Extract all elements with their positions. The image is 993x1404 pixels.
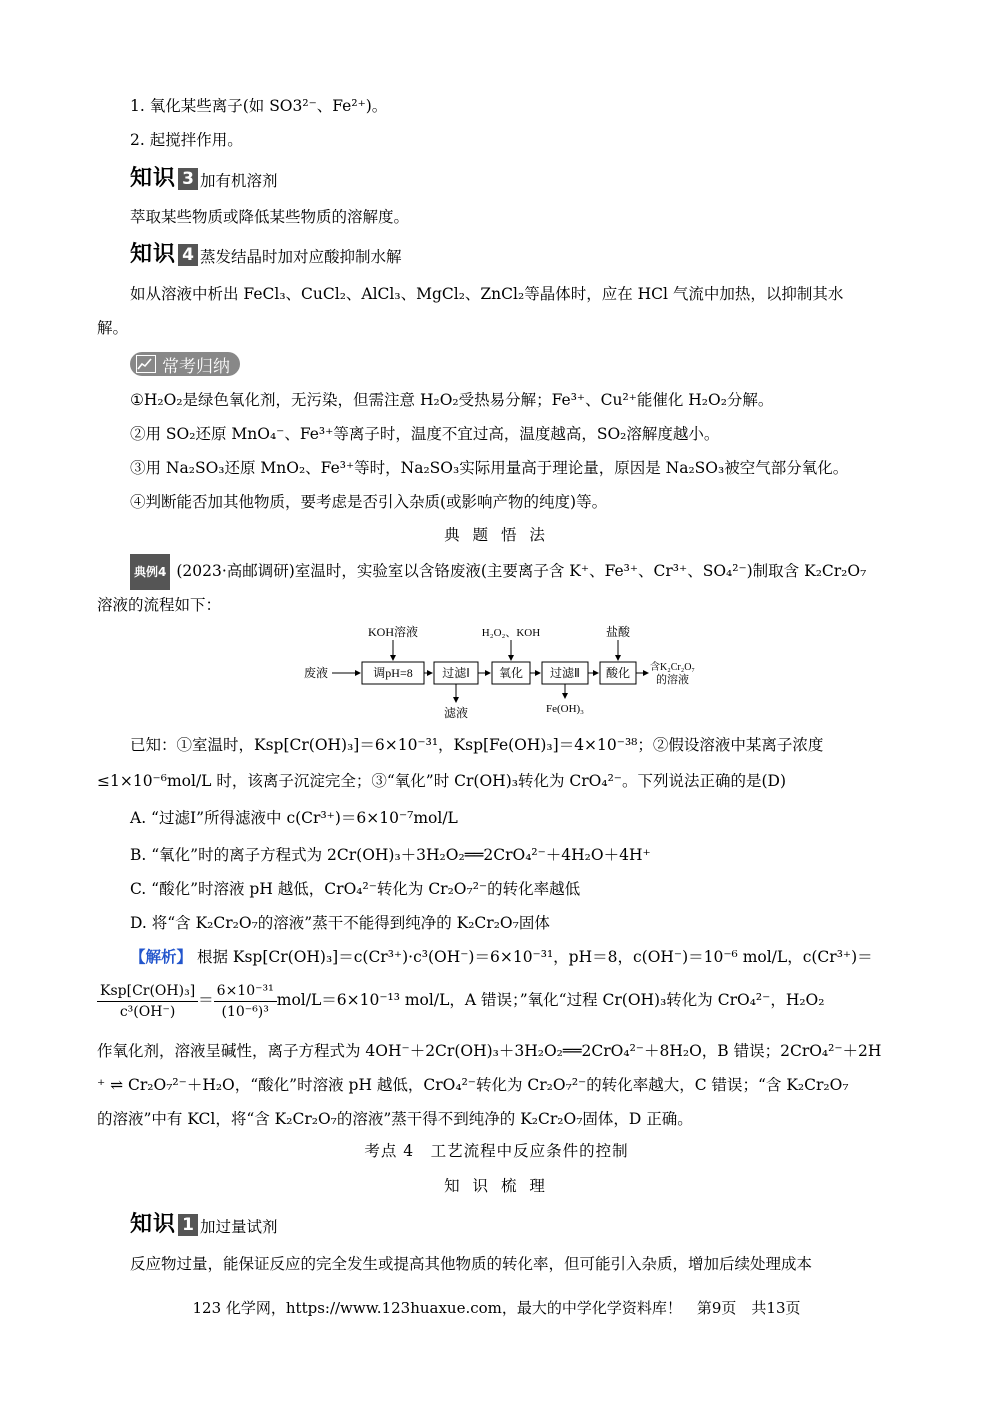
option-b: B. “氧化”时的离子方程式为 2Cr(OH)₃＋3H₂O₂══2CrO₄²⁻＋4H₂O＋4H⁺ <box>130 846 651 864</box>
flow-step: 酸化 <box>605 666 631 680</box>
section-heading-knowledge-3 <box>130 160 278 192</box>
heading-title: 加有机溶剂 <box>200 172 278 190</box>
fraction-denominator: (10⁻⁶)³ <box>221 1003 269 1020</box>
heading-label: 知识 <box>130 1212 177 1237</box>
section-heading-knowledge-1 <box>130 1206 278 1238</box>
fraction-denominator: c³(OH⁻) <box>119 1003 176 1020</box>
section-heading-knowledge-4 <box>130 236 402 268</box>
trend-chart-icon <box>136 355 156 373</box>
flow-input: H₂O₂、KOH <box>481 627 541 639</box>
heading-number: 4 <box>178 244 198 266</box>
analysis-text: 的溶液”中有 KCl，将“含 K₂Cr₂O₇的溶液”蒸干得不到纯净的 K₂Cr₂O₇固体，D 正确。 <box>97 1110 693 1128</box>
analysis-text: 根据 Ksp[Cr(OH)₃]＝c(Cr³⁺)·c³(OH⁻)＝6×10⁻³¹，pH＝8，c(OH⁻)＝10⁻⁶ mol/L，c(Cr³⁺)＝ <box>192 948 873 966</box>
flow-step: 过滤Ⅱ <box>550 666 580 680</box>
heading-label: 知识 <box>130 166 177 191</box>
summary-tag <box>130 352 240 376</box>
text-line: 溶液的流程如下： <box>97 596 222 614</box>
summary-item: ②用 SO₂还原 MnO₄⁻、Fe³⁺等离子时，温度不宜过高，温度越高，SO₂溶解度越小。 <box>130 425 720 443</box>
analysis-label: 【解析】 <box>130 947 193 966</box>
heading-title: 蒸发结晶时加对应酸抑制水解 <box>200 248 402 266</box>
analysis-text: mol/L＝6×10⁻¹³ mol/L，A 错误；”氧化“过程 Cr(OH)₃转化为 CrO₄²⁻，H₂O₂ <box>276 991 825 1009</box>
page-footer: 123 化学网，https://www.123huaxue.com，最大的中学化学资料库！ 第9页 共13页 <box>192 1299 801 1317</box>
heading-label: 知识 <box>130 242 177 267</box>
flow-output: Fe(OH)₃ <box>545 703 585 715</box>
fraction <box>97 981 198 1022</box>
analysis-text: 作氧化剂，溶液呈碱性，离子方程式为 4OH⁻＋2Cr(OH)₃＋3H₂O₂══2CrO₄²⁻＋8H₂O，B 错误；2CrO₄²⁻＋2H <box>97 1042 882 1060</box>
heading-number: 1 <box>178 1214 198 1236</box>
text-line: 1. 氧化某些离子(如 SO3²⁻、Fe²⁺)。 <box>130 97 388 115</box>
tag-label: 常考归纳 <box>162 356 230 377</box>
heading-number: 3 <box>178 168 198 190</box>
analysis-line <box>130 940 898 974</box>
flow-step: 调pH=8 <box>373 666 413 680</box>
flow-input: 盐酸 <box>605 625 631 639</box>
section-title: 典 题 悟 法 <box>444 526 549 544</box>
flow-start: 废液 <box>304 666 329 680</box>
flow-end: 含K₂Cr₂O₇ <box>650 662 695 673</box>
section-title: 知 识 梳 理 <box>444 1177 549 1195</box>
example-line <box>130 554 898 590</box>
flow-step: 氧化 <box>498 666 524 680</box>
analysis-fraction-line: $\frac{\text{Ksp[Cr(OH)₃]}}{\text{c³(OH⁻)}}$ ＝ $\frac{\text{6×10⁻³¹}}{\text{(10⁻⁶)³}}$ mol/L＝6×10⁻¹³ mol/L，A 错误；”氧化“过程 Cr(OH)₃转化为 CrO₄²⁻，H₂O₂ <box>97 978 898 1022</box>
option-d: D. 将“含 K₂Cr₂O₇的溶液”蒸干不能得到纯净的 K₂Cr₂O₇固体 <box>130 914 550 932</box>
option-a: A. “过滤Ⅰ”所得滤液中 c(Cr³⁺)＝6×10⁻⁷mol/L <box>130 809 458 827</box>
text-line: 如从溶液中析出 FeCl₃、CuCl₂、AlCl₃、MgCl₂、ZnCl₂等晶体时，应在 HCl 气流中加热，以抑制其水 <box>130 285 844 303</box>
text-line: 已知：①室温时，Ksp[Cr(OH)₃]＝6×10⁻³¹，Ksp[Fe(OH)₃]＝4×10⁻³⁸；②假设溶液中某离子浓度 <box>130 736 824 754</box>
heading-title: 加过量试剂 <box>200 1218 278 1236</box>
text-line: 萃取某些物质或降低某些物质的溶解度。 <box>130 208 410 226</box>
text-line: ≤1×10⁻⁶mol/L 时，该离子沉淀完全；③“氧化”时 Cr(OH)₃转化为 CrO₄²⁻。下列说法正确的是(D) <box>97 772 786 790</box>
example-badge: 典例4 <box>130 554 170 590</box>
flow-step: 过滤Ⅰ <box>442 666 470 680</box>
fraction-numerator: Ksp[Cr(OH)₃] <box>97 981 198 1002</box>
summary-item: ①H₂O₂是绿色氧化剂，无污染，但需注意 H₂O₂受热易分解；Fe³⁺、Cu²⁺能催化 H₂O₂分解。 <box>130 391 774 409</box>
analysis-text: ⁺ ⇌ Cr₂O₇²⁻＋H₂O，“酸化”时溶液 pH 越低，CrO₄²⁻转化为 Cr₂O₇²⁻的转化率越大，C 错误；“含 K₂Cr₂O₇ <box>97 1076 849 1094</box>
flow-end: 的溶液 <box>656 674 689 686</box>
summary-item: ④判断能否加其他物质，要考虑是否引入杂质(或影响产物的纯度)等。 <box>130 493 608 511</box>
fraction-numerator: 6×10⁻³¹ <box>214 981 277 1002</box>
process-flow-diagram <box>304 620 718 725</box>
text-line: 解。 <box>97 319 129 337</box>
flow-input: KOH溶液 <box>368 625 418 639</box>
summary-item: ③用 Na₂SO₃还原 MnO₂、Fe³⁺等时，Na₂SO₃实际用量高于理论量，原因是 Na₂SO₃被空气部分氧化。 <box>130 459 849 477</box>
text-line: 2. 起搅拌作用。 <box>130 131 243 149</box>
text-line: 反应物过量，能保证反应的完全发生或提高其他物质的转化率，但可能引入杂质，增加后续处理成本 <box>130 1255 813 1273</box>
option-c: C. “酸化”时溶液 pH 越低，CrO₄²⁻转化为 Cr₂O₇²⁻的转化率越低 <box>130 880 581 898</box>
flow-output: 滤液 <box>443 706 469 720</box>
topic-title: 考点 4 工艺流程中反应条件的控制 <box>364 1142 629 1160</box>
fraction <box>214 981 277 1022</box>
example-text: (2023·高邮调研)室温时，实验室以含铬废液(主要离子含 K⁺、Fe³⁺、Cr³⁺、SO₄²⁻)制取含 K₂Cr₂O₇ <box>176 562 867 580</box>
